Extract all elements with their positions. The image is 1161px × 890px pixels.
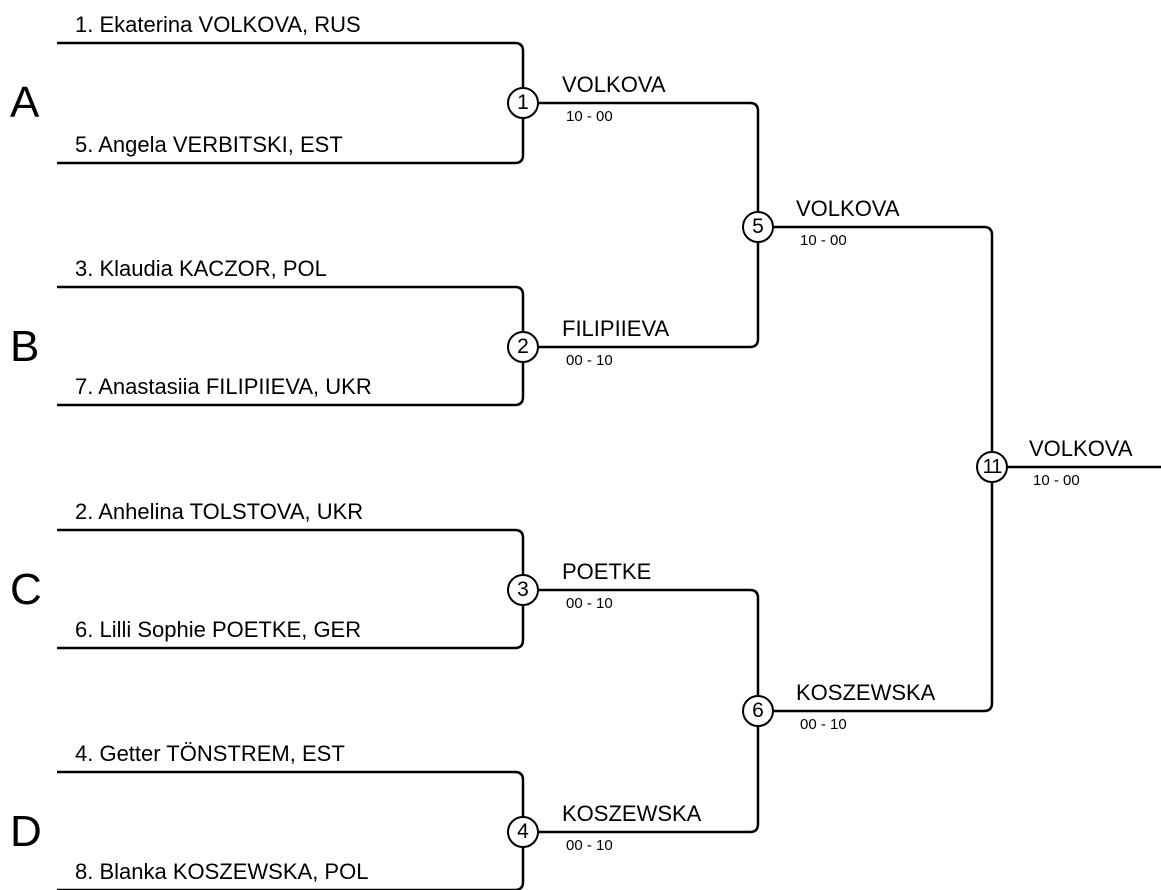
match-5-winner: VOLKOVA — [796, 196, 900, 221]
match-1-winner: VOLKOVA — [562, 72, 666, 97]
match-2-number: 2 — [507, 331, 539, 363]
match-2-winner: FILIPIIEVA — [562, 316, 670, 341]
match-6-number: 6 — [742, 695, 774, 727]
match-11-number: 11 — [976, 451, 1008, 483]
entrant-2: 5. Angela VERBITSKI, EST — [75, 132, 343, 157]
match-4-number: 4 — [507, 816, 539, 848]
pool-label-d: D — [10, 807, 42, 856]
entrant-6: 6. Lilli Sophie POETKE, GER — [75, 617, 362, 642]
entrant-7: 4. Getter TÖNSTREM, EST — [75, 741, 345, 766]
match-4-winner: KOSZEWSKA — [562, 801, 702, 826]
match-6-winner: KOSZEWSKA — [796, 680, 936, 705]
match-11-winner: VOLKOVA — [1029, 436, 1133, 461]
bracket-line-match-6 — [523, 590, 758, 832]
entrant-4: 7. Anastasiia FILIPIIEVA, UKR — [75, 374, 372, 399]
entrant-8: 8. Blanka KOSZEWSKA, POL — [75, 859, 369, 884]
bracket-line-match-11 — [758, 227, 992, 711]
pool-label-b: B — [10, 322, 40, 371]
match-5-score: 10 - 00 — [800, 232, 847, 249]
entrant-1: 1. Ekaterina VOLKOVA, RUS — [75, 12, 361, 37]
pool-label-c: C — [10, 565, 42, 614]
entrant-5: 2. Anhelina TOLSTOVA, UKR — [75, 499, 364, 524]
match-3-winner: POETKE — [562, 559, 652, 584]
match-11-score: 10 - 00 — [1033, 472, 1080, 489]
match-2-score: 00 - 10 — [566, 352, 613, 369]
match-5-number: 5 — [742, 211, 774, 243]
match-6-score: 00 - 10 — [800, 716, 847, 733]
bracket-line-match-5 — [523, 103, 758, 347]
pool-label-a: A — [10, 78, 40, 127]
entrant-3: 3. Klaudia KACZOR, POL — [75, 256, 327, 281]
match-4-score: 00 - 10 — [566, 837, 613, 854]
match-1-number: 1 — [507, 87, 539, 119]
match-3-number: 3 — [507, 574, 539, 606]
match-3-score: 00 - 10 — [566, 595, 613, 612]
match-1-score: 10 - 00 — [566, 108, 613, 125]
